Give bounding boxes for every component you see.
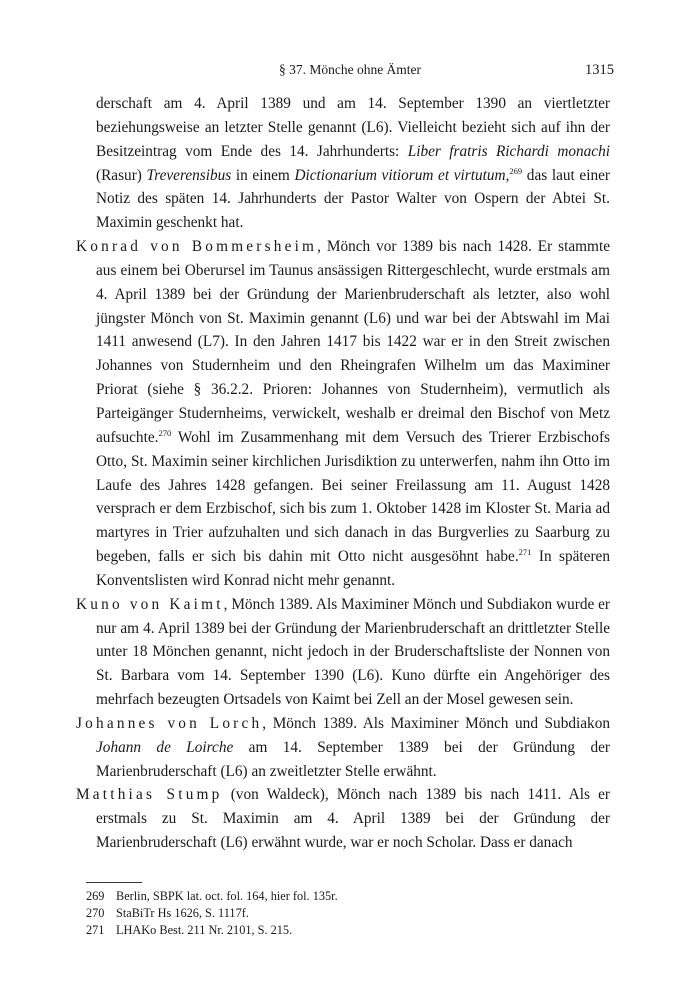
entry-matthias-stump <box>76 783 610 855</box>
italic-quote: Treverensibus <box>146 166 232 184</box>
text-run: Wohl im Zusammenhang mit dem Versuch des Trierer Erzbischofs Otto, St. Maximin seiner kirchlichen Jurisdiktion zu unterwerfen, nahm ihn Otto im Laufe des Jahres 1428 gefangen. Bei seiner Freilassung am 11. August 1428 versprach er dem Erzbischof, sich bis zum 1. Oktober 1428 im Kloster St. Maria ad martyres in Trier aufzuhalten und sich danach in das Burgverlies zu Saarburg zu begeben, falls er sich bis dahin mit Otto nicht ausgesöhnt habe. <box>96 428 610 566</box>
text-run: , Mönch 1389. Als Maximiner Mönch und Subdiakon wurde er nur am 4. April 1389 bei der Gründung der Marienbruderschaft an drittletzter Stelle unter 18 Mönchen genannt, nicht jedoch in der Bruderschaftsliste der Nonnen von St. Barbara vom 14. September 1390 (L6). Kuno dürfte ein Angehöriger des mehrfach bezeugten Ortsadels von Kaimt bei Zell an der Mosel gewesen sein. <box>96 595 610 709</box>
footnote-269 <box>86 888 606 905</box>
entry-name: Konrad von Bommersheim <box>76 238 318 256</box>
running-head <box>86 62 614 82</box>
page-number: 1315 <box>585 62 614 78</box>
footnote-ref[interactable]: 270 <box>158 427 172 438</box>
entry-johannes-von-lorch <box>76 712 610 784</box>
footnote-text: LHAKo Best. 211 Nr. 2101, S. 215. <box>116 923 293 937</box>
italic-name: Johann de Loirche <box>96 738 234 756</box>
entry-konrad-von-bommersheim <box>76 235 610 593</box>
text-run: derschaft am 4. April 1389 und am 14. September 1390 an viertletzter beziehungsweise an letzter Stelle genannt (L6). Vielleicht bezieht sich auf ihn der Besitzeintrag vom Ende des 14. Jahrhunderts: <box>96 95 610 160</box>
text-run: (von Waldeck), Mönch nach 1389 bis nach 1411. Als er erstmals zu St. Maximin am 4. April 1389 bei der Gründung der Marienbruderschaft (L6) erwähnt wurde, war er noch Scholar. Dass er danach <box>96 786 611 852</box>
footnote-ref[interactable]: 269 <box>509 165 523 176</box>
footnote-270 <box>86 905 606 922</box>
text-run: (Rasur) <box>96 166 147 184</box>
paragraph-richard-continuation <box>76 92 610 235</box>
footnote-text: Berlin, SBPK lat. oct. fol. 164, hier fol. 135r. <box>116 889 338 903</box>
entry-name: Kuno von Kaimt <box>76 595 224 613</box>
entry-name: Matthias Stump <box>76 786 223 804</box>
footnote-number: 269 <box>86 889 105 903</box>
footnote-ref[interactable]: 271 <box>518 547 532 558</box>
italic-quote: Liber fratris Richardi monachi <box>407 142 610 160</box>
footnote-271 <box>86 922 606 939</box>
text-run: in einem <box>231 166 295 184</box>
text-run: In späteren Konventslisten wird Konrad nicht mehr genannt. <box>96 548 610 589</box>
text-run: , <box>505 166 510 184</box>
running-title: § 37. Mönche ohne Ämter <box>278 62 422 77</box>
entry-name: Johannes von Lorch <box>76 714 263 732</box>
footnote-number: 271 <box>86 923 105 937</box>
footnote-rule <box>86 882 142 883</box>
text-run: , Mönch vor 1389 bis nach 1428. Er stammte aus einem bei Oberursel im Taunus ansässigen Rittergeschlecht, wurde erstmals am 4. April 1389 bei der Gründung der Marienbruderschaft als letzter, also wohl jüngster Mönch von St. Maximin genannt (L6) und war bei der Abtswahl im Mai 1411 anwesend (L7). In den Jahren 1417 bis 1422 war er in den Streit zwischen Johannes von Studernheim und den Rheingrafen Wilhelm um das Maximiner Priorat (siehe § 36.2.2. Prioren: Johannes von Studernheim), vermutlich als Parteigänger Studernheims, verwickelt, weshalb er dreimal den Bischof von Metz aufsuchte. <box>96 238 610 446</box>
footnotes <box>86 888 606 939</box>
entry-kuno-von-kaimt <box>76 593 610 712</box>
text-run: am 14. September 1389 bei der Gründung der Marienbruderschaft (L6) an zweitletzter Stelle erwähnt. <box>96 738 611 780</box>
italic-title: Dictionarium vitiorum et virtutum <box>294 166 506 184</box>
body-text <box>76 92 610 855</box>
footnote-number: 270 <box>86 906 105 920</box>
text-run: das laut einer Notiz des späten 14. Jahrhunderts der Pastor Walter von Ospern der Abtei St. Maximin geschenkt hat. <box>96 166 611 232</box>
footnote-text: StaBiTr Hs 1626, S. 1117f. <box>116 906 249 920</box>
text-run: , Mönch 1389. Als Maximiner Mönch und Subdiakon <box>262 714 610 732</box>
